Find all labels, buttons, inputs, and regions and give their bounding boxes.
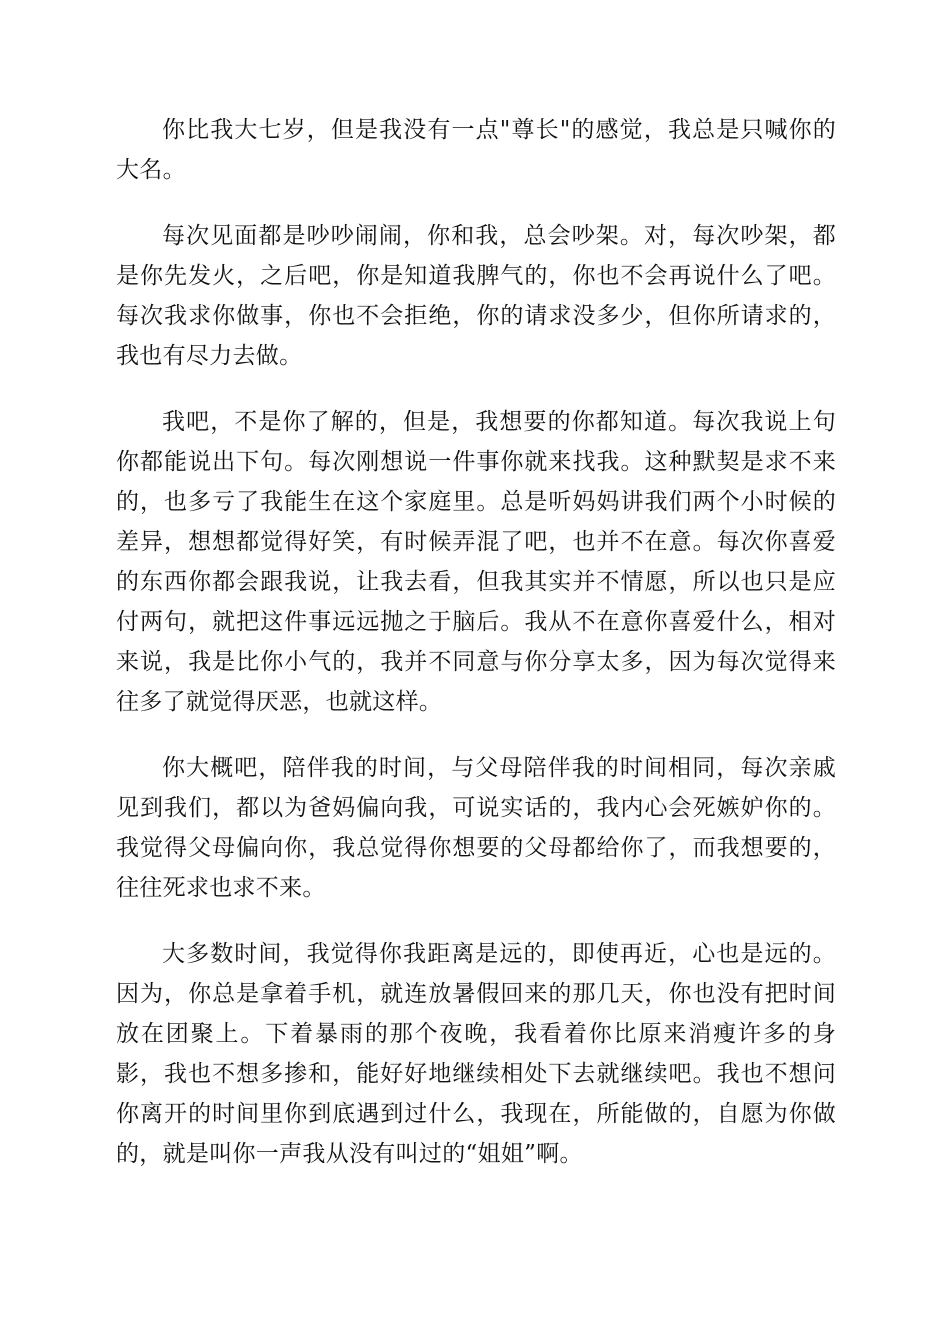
paragraph-2: 每次见面都是吵吵闹闹，你和我，总会吵架。对，每次吵架，都是你先发火，之后吧，你是知道我脾气的，你也不会再说什么了吧。每次我求你做事，你也不会拒绝，你的请求没多少，但你所请求的，我也有尽力去做。: [116, 223, 836, 369]
paragraph-5: 大多数时间，我觉得你我距离是远的，即使再近，心也是远的。因为，你总是拿着手机，就连放暑假回来的那几天，你也没有把时间放在团聚上。下着暴雨的那个夜晚，我看着你比原来消瘦许多的身影，我也不想多掺和，能好好地继续相处下去就继续吧。我也不想问你离开的时间里你到底遇到过什么，我现在，所能做的，自愿为你做的，就是叫你一声我从没有叫过的“姐姐”啊。: [116, 941, 836, 1167]
document-body: [116, 110, 836, 1200]
paragraph-4: 你大概吧，陪伴我的时间，与父母陪伴我的时间相同，每次亲戚见到我们，都以为爸妈偏向我，可说实话的，我内心会死嫉妒你的。我觉得父母偏向你，我总觉得你想要的父母都给你了，而我想要的，往往死求也求不来。: [116, 755, 836, 901]
paragraph-3: 我吧，不是你了解的，但是，我想要的你都知道。每次我说上句你都能说出下句。每次刚想说一件事你就来找我。这种默契是求不来的，也多亏了我能生在这个家庭里。总是听妈妈讲我们两个小时候的差异，想想都觉得好笑，有时候弄混了吧，也并不在意。每次你喜爱的东西你都会跟我说，让我去看，但我其实并不情愿，所以也只是应付两句，就把这件事远远抛之于脑后。我从不在意你喜爱什么，相对来说，我是比你小气的，我并不同意与你分享太多，因为每次觉得来往多了就觉得厌恶，也就这样。: [116, 409, 836, 715]
paragraph-1: 你比我大七岁，但是我没有一点"尊长"的感觉，我总是只喊你的大名。: [116, 117, 836, 183]
